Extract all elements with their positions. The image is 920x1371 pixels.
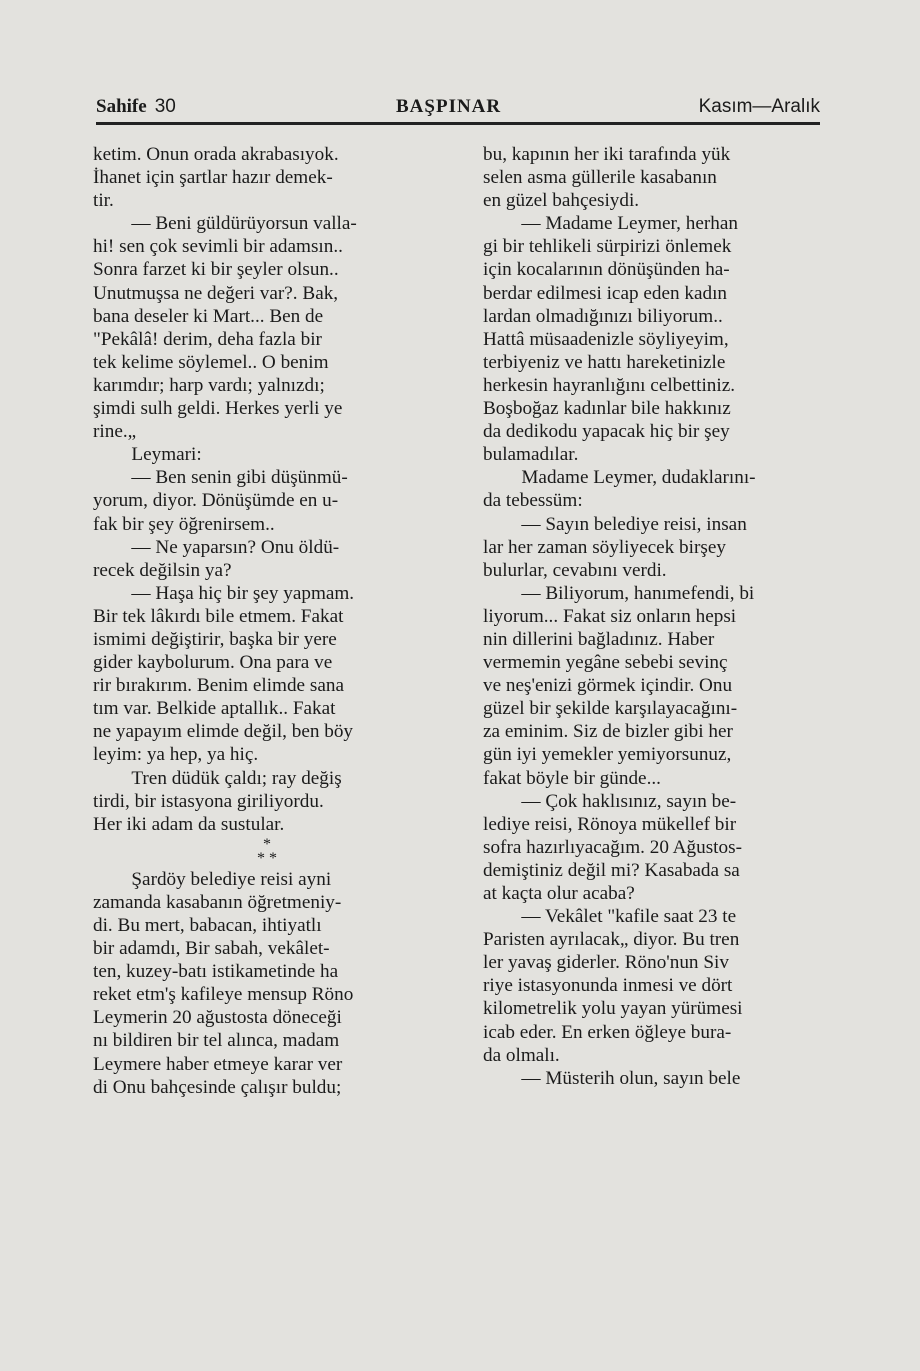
text-line: — Biliyorum, hanımefendi, bi xyxy=(483,582,755,604)
text-line: da dedikodu yapacak hiç bir şey xyxy=(483,421,730,443)
page-label: Sahife 30 xyxy=(96,96,176,117)
text-line: — Çok haklısınız, sayın be- xyxy=(483,790,737,812)
text-line: en güzel bahçesiydi. xyxy=(483,190,640,212)
right-column xyxy=(483,143,831,1090)
text-line: fakat böyle bir günde... xyxy=(483,767,661,789)
text-line: İhanet için şartlar hazır demek- xyxy=(93,167,333,189)
text-line: gider kaybolurum. Ona para ve xyxy=(93,652,333,674)
text-line: icab eder. En erken öğleye bura- xyxy=(483,1021,732,1043)
text-line: hi! sen çok sevimli bir adamsın.. xyxy=(93,236,343,258)
text-line: ten, kuzey-batı istikametinde ha xyxy=(93,961,339,983)
text-line: ismimi değiştirir, başka bir yere xyxy=(93,628,337,650)
text-line: tım var. Belkide aptallık.. Fakat xyxy=(93,698,336,720)
text-line: Unutmuşsa ne değeri var?. Bak, xyxy=(93,282,339,304)
text-line: selen asma güllerile kasabanın xyxy=(483,167,717,189)
text-line: Sonra farzet ki bir şeyler olsun.. xyxy=(93,259,339,281)
text-line: bir adamdı, Bir sabah, vekâlet- xyxy=(93,938,330,960)
left-column xyxy=(93,143,441,1099)
text-line: Leymere haber etmeye karar ver xyxy=(93,1053,343,1075)
text-line: reket etm'ş kafileye mensup Röno xyxy=(93,984,354,1006)
text-line: "Pekâlâ! derim, deha fazla bir xyxy=(93,328,322,350)
section-separator: * * * xyxy=(257,835,277,867)
text-line: şimdi sulh geldi. Herkes yerli ye xyxy=(93,398,343,420)
text-line: da tebessüm: xyxy=(483,490,583,512)
text-line: vermemin yegâne sebebi sevinç xyxy=(483,652,728,674)
text-line: sofra hazırlıyacağım. 20 Ağustos- xyxy=(483,836,742,858)
text-line: tir. xyxy=(93,190,114,212)
text-line: ve neş'enizi görmek içindir. Onu xyxy=(483,675,733,697)
text-line: liyorum... Fakat siz onların hepsi xyxy=(483,605,737,627)
text-line: leyim: ya hep, ya hiç. xyxy=(93,744,259,766)
text-line: lar her zaman söyliyecek birşey xyxy=(483,536,726,558)
text-line: yorum, diyor. Dönüşümde en u- xyxy=(93,490,339,512)
text-line: demiştiniz değil mi? Kasabada sa xyxy=(483,859,740,881)
text-line: Her iki adam da sustular. xyxy=(93,813,285,835)
publication-title: BAŞPINAR xyxy=(396,96,502,117)
text-line: zamanda kasabanın öğretmeniy- xyxy=(93,891,342,913)
text-line: gün iyi yemekler yemiyorsunuz, xyxy=(483,744,732,766)
text-line: tek kelime söylemel.. O benim xyxy=(93,351,329,373)
text-line: ler yavaş giderler. Röno'nun Siv xyxy=(483,952,729,974)
text-line: — Beni güldürüyorsun valla- xyxy=(93,213,357,235)
text-line: bana deseler ki Mart... Ben de xyxy=(93,305,324,327)
text-line: — Haşa hiç bir şey yapmam. xyxy=(93,582,355,604)
text-line: ne yapayım elimde değil, ben böy xyxy=(93,721,354,743)
header-rule xyxy=(96,122,820,125)
text-line: ketim. Onun orada akrabasıyok. xyxy=(93,144,339,165)
text-line: Bir tek lâkırdı bile etmem. Fakat xyxy=(93,605,344,627)
text-line: berdar edilmesi icap eden kadın xyxy=(483,282,728,304)
text-line: Madame Leymer, dudaklarını- xyxy=(483,467,756,489)
text-line: — Madame Leymer, herhan xyxy=(483,213,738,235)
text-line: terbiyeniz ve hattı hareketinizle xyxy=(483,351,726,373)
text-line: lediye reisi, Rönoya mükellef bir xyxy=(483,813,737,835)
text-line: — Vekâlet "kafile saat 23 te xyxy=(483,906,737,928)
text-line: da olmalı. xyxy=(483,1044,560,1066)
text-line: nı bildiren bir tel alınca, madam xyxy=(93,1030,340,1052)
text-line: Leymerin 20 ağustosta döneceği xyxy=(93,1007,342,1029)
text-line: rine.„ xyxy=(93,421,137,443)
text-line: riye istasyonunda inmesi ve dört xyxy=(483,975,733,997)
text-line: — Sayın belediye reisi, insan xyxy=(483,513,747,535)
text-line: — Ben senin gibi düşünmü- xyxy=(93,467,348,489)
text-line: tirdi, bir istasyona giriliyordu. xyxy=(93,790,324,812)
text-line: gi bir tehlikeli sürpirizi önlemek xyxy=(483,236,732,258)
text-line: herkesin hayranlığını celbettiniz. xyxy=(483,374,736,396)
text-line: — Ne yaparsın? Onu öldü- xyxy=(93,536,340,558)
text-line: için kocalarının dönüşünden ha- xyxy=(483,259,730,281)
text-line: di Onu bahçesinde çalışır buldu; xyxy=(93,1076,342,1098)
text-line: karımdır; harp vardı; yalnızdı; xyxy=(93,374,325,396)
text-line: Hattâ müsaadenizle söyliyeyim, xyxy=(483,328,729,350)
page-header xyxy=(96,92,820,122)
text-line: recek değilsin ya? xyxy=(93,559,232,581)
text-line: Paristen ayrılacak„ diyor. Bu tren xyxy=(483,929,740,951)
text-line: — Müsterih olun, sayın bele xyxy=(483,1067,741,1089)
text-line: at kaçta olur acaba? xyxy=(483,883,635,904)
text-line: kilometrelik yolu yayan yürümesi xyxy=(483,998,743,1020)
text-line: rir bırakırım. Benim elimde sana xyxy=(93,675,344,697)
text-line: güzel bir şekilde karşılayacağını- xyxy=(483,698,738,720)
text-line: di. Bu mert, babacan, ihtiyatlı xyxy=(93,915,322,936)
text-line: nin dillerini bağladınız. Haber xyxy=(483,628,715,650)
text-line: Boşboğaz kadınlar bile hakkınız xyxy=(483,398,731,420)
text-line: fak bir şey öğrenirsem.. xyxy=(93,513,275,535)
text-line: za eminim. Siz de bizler gibi her xyxy=(483,721,733,743)
text-line: bu, kapının her iki tarafında yük xyxy=(483,144,731,165)
text-line: Şardöy belediye reisi ayni xyxy=(93,868,332,890)
text-line: bulurlar, cevabını verdi. xyxy=(483,559,667,581)
text-line: bulamadılar. xyxy=(483,444,579,466)
text-line: Tren düdük çaldı; ray değiş xyxy=(93,767,342,789)
text-line: Leymari: xyxy=(93,444,202,466)
text-line: lardan olmadığınızı biliyorum.. xyxy=(483,305,723,327)
page-number: 30 xyxy=(154,96,176,117)
issue-date: Kasım—Aralık xyxy=(698,96,820,117)
